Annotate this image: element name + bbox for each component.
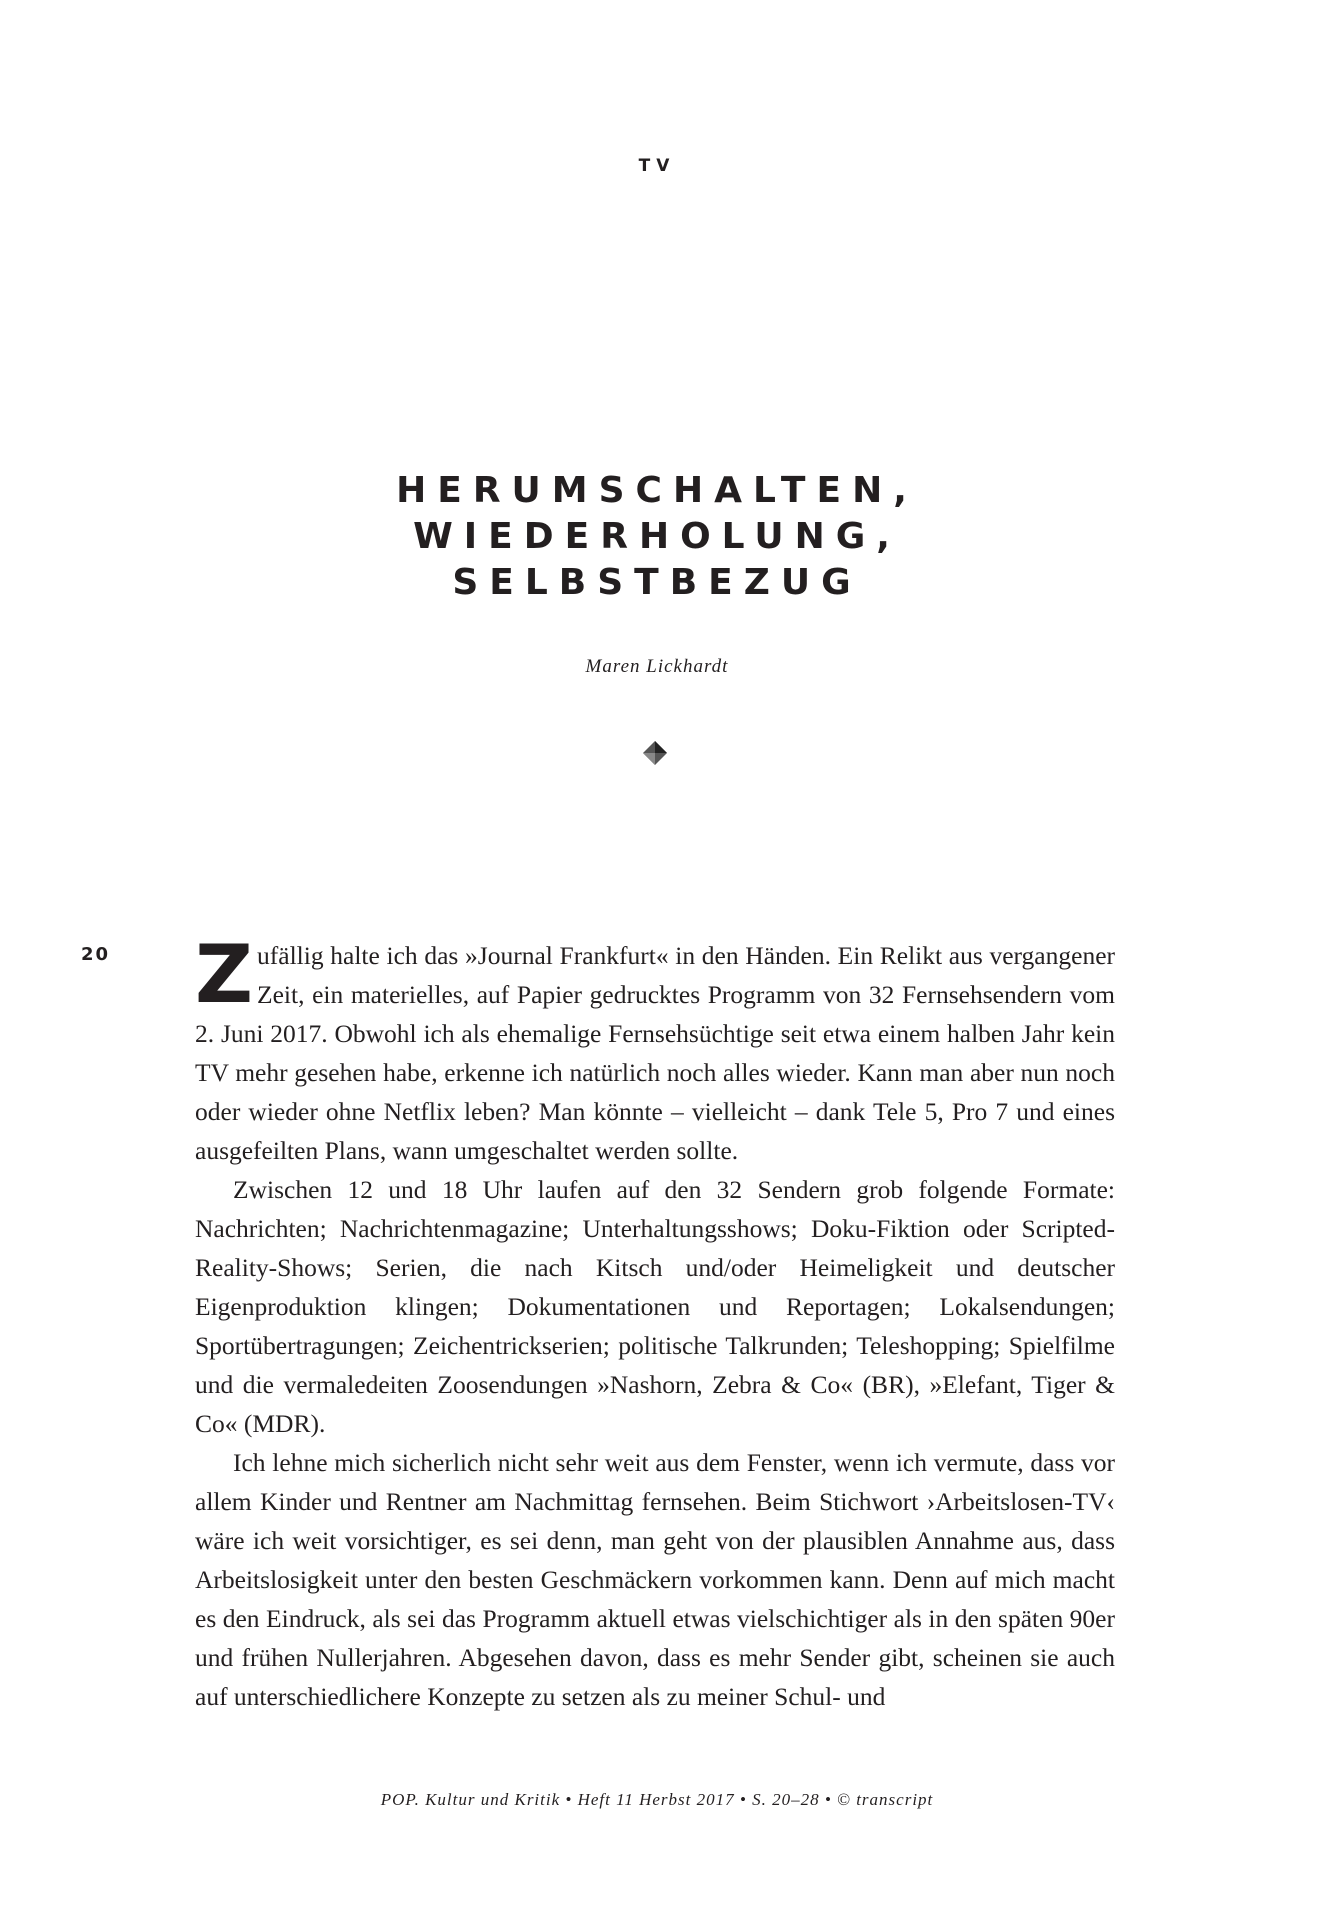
title-line-1: HERUMSCHALTEN, xyxy=(396,470,918,511)
journal-footer: POP. Kultur und Kritik • Heft 11 Herbst 2017 • S. 20–28 • © transcript xyxy=(380,1790,934,1809)
paragraph-1-text: ufällig halte ich das »Journal Frankfurt« in den Händen. Ein Relikt aus vergangener Zeit, ein materielles, auf Papier gedrucktes Programm von 32 Fernsehsendern vom 2. Juni 2017. Obwohl ich als ehemalige Fernsehsüchtige seit etwa einem halben Jahr kein TV mehr gesehen habe, erkenne ich natürlich noch alles wieder. Kann man aber nun noch oder wieder ohne Netflix leben? Man könnte – vielleicht – dank Tele 5, Pro 7 und eines ausgefeilten Plans, wann umgeschaltet werden sollte. xyxy=(195,941,1115,1165)
paragraph-3: Ich lehne mich sicherlich nicht sehr weit aus dem Fenster, wenn ich vermute, dass vor allem Kinder und Rentner am Nachmittag fernsehen. Beim Stichwort ›Arbeitslosen-TV‹ wäre ich weit vorsichtiger, es sei denn, man geht von der plausiblen Annahme aus, dass Arbeitslosigkeit unter den besten Geschmäckern vorkommen kann. Denn auf mich macht es den Eindruck, als sei das Programm aktuell etwas vielschichtiger als in den späten 90er und frühen Nullerjahren. Abgesehen davon, dass es mehr Sender gibt, scheinen sie auch auf unterschiedlichere Konzepte zu setzen als zu meiner Schul- und xyxy=(195,1448,1115,1711)
paragraph-1 xyxy=(195,928,1115,1170)
author-name: Maren Lickhardt xyxy=(585,656,729,677)
paragraph-2: Zwischen 12 und 18 Uhr laufen auf den 32 Sendern grob folgende Formate: Nachrichten; Nachrichtenmagazine; Unterhaltungsshows; Doku-Fiktion oder Scripted-Reality-Shows; Serien, die nach Kitsch und/oder Heimeligkeit und deutscher Eigenproduktion klingen; Dokumentationen und Reportagen; Lokalsendungen; Sportübertragungen; Zeichentrickserien; politische Talkrunden; Teleshopping; Spielfilme und die vermaledeiten Zoosendungen »Nashorn, Zebra & Co« (BR), »Elefant, Tiger & Co« (MDR). xyxy=(195,1175,1115,1438)
page-number: 20 xyxy=(81,944,111,965)
title-line-2: WIEDERHOLUNG, xyxy=(413,516,901,557)
section-label: TV xyxy=(638,156,676,176)
diamond-ornament-icon xyxy=(640,738,670,768)
title-line-3: SELBSTBEZUG xyxy=(452,562,862,603)
drop-cap: Z xyxy=(195,928,254,1021)
article-title xyxy=(0,468,1314,606)
article-body xyxy=(195,928,1115,1716)
